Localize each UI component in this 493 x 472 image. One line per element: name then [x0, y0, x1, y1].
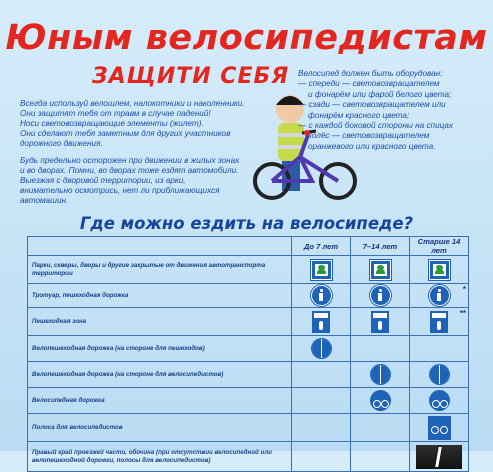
row-label: Полоса для велосипедистов — [28, 414, 292, 442]
pedestrian-zone-sign-icon — [430, 311, 448, 333]
advice-block-2 — [20, 156, 275, 206]
table-row — [28, 308, 469, 336]
table-row — [28, 362, 469, 388]
shared-path-sign-icon — [312, 339, 331, 358]
bicycle-path-sign-icon — [430, 391, 449, 410]
park-sign-icon — [429, 260, 450, 280]
park-sign-icon — [370, 260, 391, 280]
park-sign-icon — [311, 260, 332, 280]
shared-path-sign-icon — [430, 365, 449, 384]
row-label: Парки, скверы, дворы и другие закрытые от движения автотранспорта территории — [28, 256, 292, 284]
advice-line: дорожного движения. — [20, 139, 103, 148]
table-header-age: До 7 лет — [292, 237, 351, 256]
bicycle-lane-sign-icon — [428, 416, 451, 440]
bicycle-path-sign-icon — [371, 391, 390, 410]
pedestrian-sign-icon — [311, 285, 332, 306]
table-row — [28, 442, 469, 472]
page-title: Юным велосипедистам — [5, 18, 488, 58]
section-question: Где можно ездить на велосипеде? — [79, 214, 414, 233]
table-header-row — [28, 237, 469, 256]
advice-line: и во дворах. Помни, во дворах тоже ездят автомобили. — [20, 166, 239, 175]
advice-line: автомашин. — [20, 196, 69, 205]
table-row — [28, 256, 469, 284]
equipment-item: колёс — световозвращателем — [308, 131, 430, 141]
equipment-item: — спереди — световозвращателем — [298, 79, 440, 89]
equipment-item: фонарём красного цвета; — [308, 110, 410, 120]
pedestrian-zone-sign-icon — [312, 311, 330, 333]
advice-block-1 — [20, 99, 275, 149]
row-label: Велопешеходная дорожка (на стороне для велосипедистов) — [28, 362, 292, 388]
table-header-empty — [28, 237, 292, 256]
pedestrian-sign-icon — [370, 285, 391, 306]
row-label: Велопешеходная дорожка (на стороне для пешеходов) — [28, 336, 292, 362]
row-label: Велосипедная дорожка — [28, 388, 292, 414]
page-subtitle: ЗАЩИТИ СЕБЯ — [92, 64, 290, 89]
advice-line: Будь предельно осторожен при движении в жилых зонах — [20, 156, 240, 165]
pedestrian-zone-sign-icon — [371, 311, 389, 333]
pedestrian-sign-icon — [429, 285, 450, 306]
row-label: Тротуар, пешеходная дорожка — [28, 284, 292, 308]
table-header-age: 7–14 лет — [351, 237, 410, 256]
equipment-item: и фонарём или фарой белого цвета; — [308, 89, 452, 99]
shared-path-sign-icon — [371, 365, 390, 384]
equipment-item: оранжевого или красного цвета. — [308, 141, 436, 151]
advice-line: Всегда используй велошлем, налокотники и наколенники. — [20, 99, 245, 108]
road-edge-icon — [416, 445, 462, 469]
row-label: Пешеходная зона — [28, 308, 292, 336]
footnote-mark: ** — [459, 309, 466, 318]
table-row — [28, 414, 469, 442]
row-label: Правый край проезжей части, обочина (при отсутствии велосипедной или велопешеходной дорожки, полосы для велосипедистов) — [28, 442, 292, 472]
equipment-heading: Велосипед должен быть оборудован: — [298, 69, 443, 78]
table-header-age: Старше 14 лет — [410, 237, 469, 256]
equipment-item: — сзади — световозвращателем или — [298, 100, 446, 110]
advice-line: Они защитят тебя от травм в случае падений! — [20, 109, 211, 118]
equipment-item: — с каждой боковой стороны на спицах — [298, 121, 454, 131]
advice-line: внимательно осмотрись, нет ли приближающихся — [20, 186, 220, 195]
advice-line: Выезжая с дворовой территории, из арки, — [20, 176, 186, 185]
table-row — [28, 336, 469, 362]
table-row — [28, 388, 469, 414]
age-rules-table — [27, 236, 469, 472]
advice-line: Носи световозвращающие элементы (жилет). — [20, 119, 204, 128]
advice-line: Они сделают тебя заметным для других участников — [20, 129, 231, 138]
equipment-block — [298, 69, 488, 152]
table-row — [28, 284, 469, 308]
footnote-mark: * — [462, 285, 466, 294]
